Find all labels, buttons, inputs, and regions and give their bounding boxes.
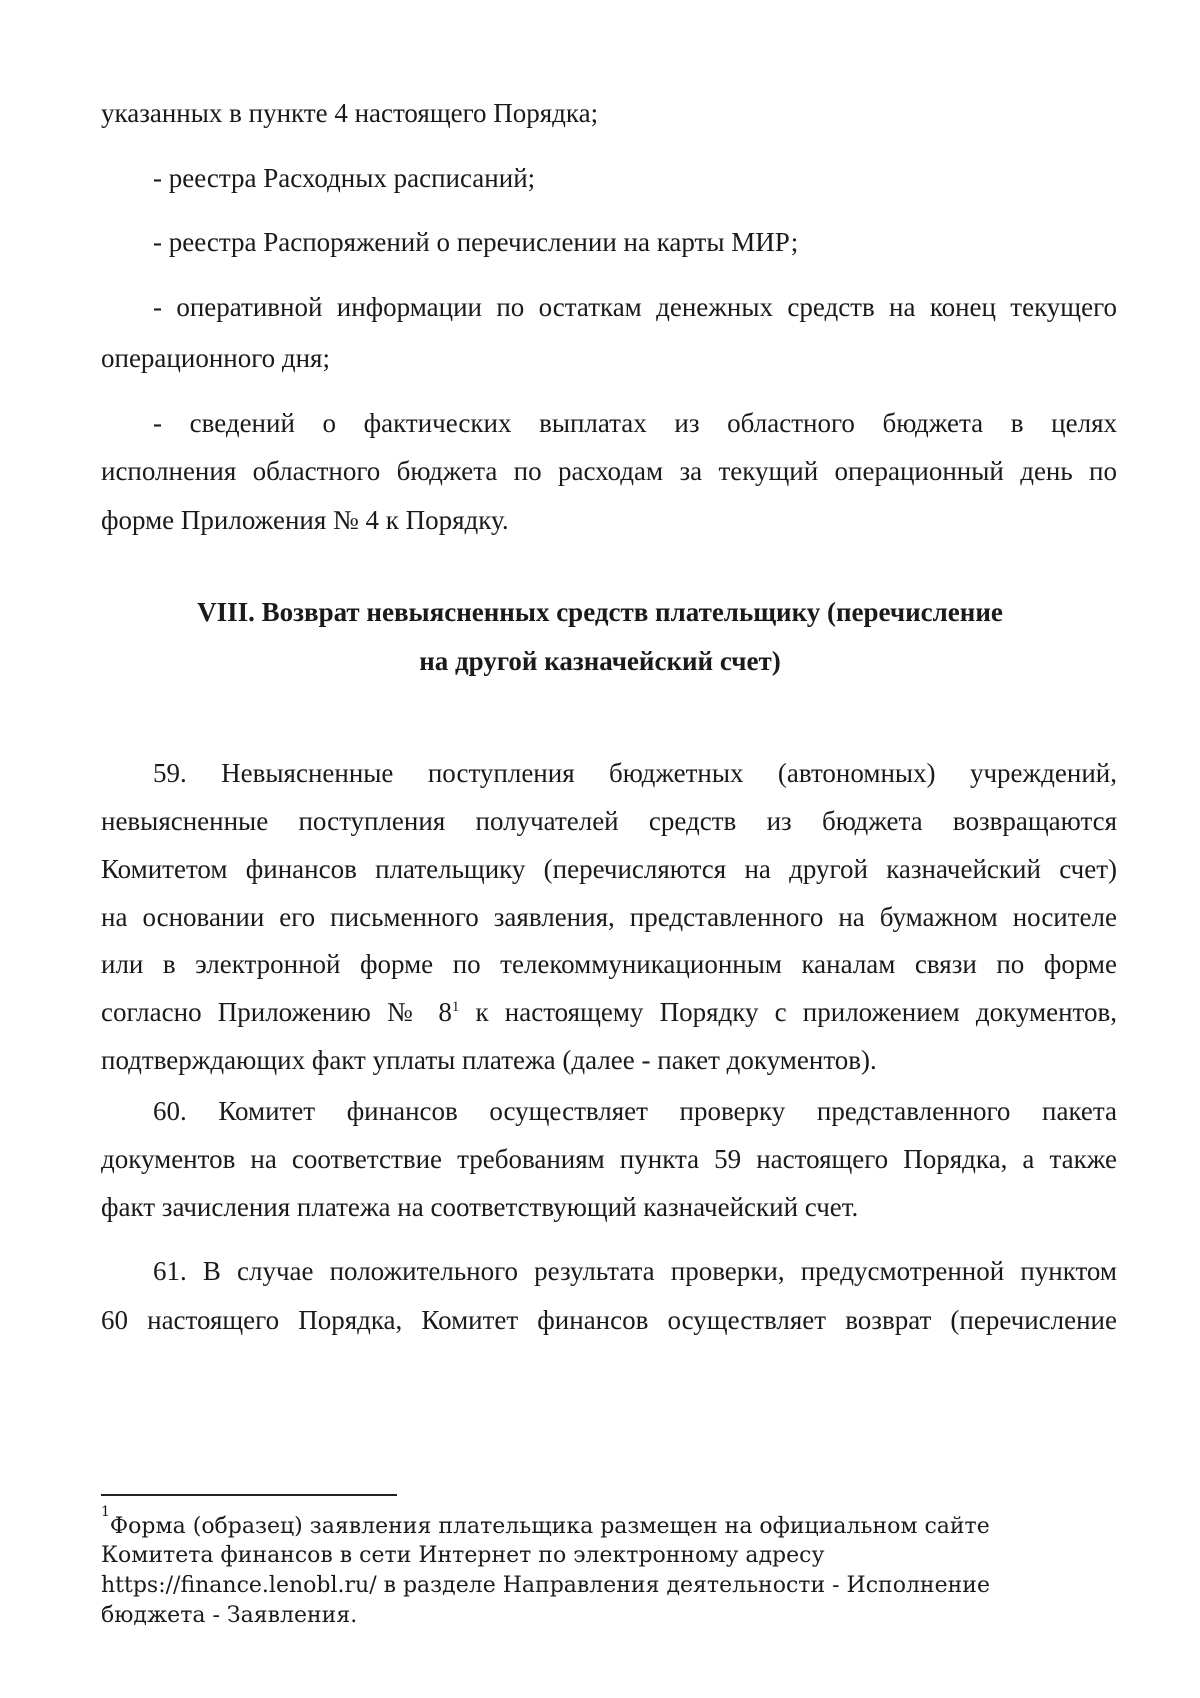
list-item-actual-payments: - сведений о фактических выплатах из областного бюджета в целях xyxy=(153,408,1117,438)
footnote-separator xyxy=(101,1494,397,1496)
footnote-reference: 1 xyxy=(451,999,460,1015)
text-line: указанных в пункте 4 настоящего Порядка; xyxy=(101,98,599,128)
paragraph-59-line-with-footnote-ref xyxy=(101,994,1117,1030)
footnote-line: Комитета финансов в сети Интернет по электронному адресу xyxy=(101,1543,825,1568)
section-heading: VIII. Возврат невыясненных средств плательщику (перечисление xyxy=(197,597,1003,627)
text-line: исполнения областного бюджета по расходам за текущий операционный день по xyxy=(101,456,1117,486)
paragraph-60-line: 60. Комитет финансов осуществляет проверку представленного пакета xyxy=(153,1096,1117,1126)
paragraph-59-line: на основании его письменного заявления, представленного на бумажном носителе xyxy=(101,902,1117,932)
footnote-line xyxy=(101,1504,1081,1542)
paragraph-59-line: подтверждающих факт уплаты платежа (далее - пакет документов). xyxy=(101,1045,877,1075)
paragraph-61-line: 61. В случае положительного результата проверки, предусмотренной пунктом xyxy=(153,1256,1117,1286)
text-line: форме Приложения № 4 к Порядку. xyxy=(101,505,509,535)
paragraph-59-line: или в электронной форме по телекоммуникационным каналам связи по форме xyxy=(101,949,1117,979)
footnote-text: Форма (образец) заявления плательщика размещен на официальном сайте xyxy=(109,1514,990,1539)
text-line: операционного дня; xyxy=(101,343,330,373)
paragraph-60-line: факт зачисления платежа на соответствующий казначейский счет. xyxy=(101,1192,859,1222)
paragraph-59-line: Комитетом финансов плательщику (перечисляются на другой казначейский счет) xyxy=(101,854,1117,884)
paragraph-61-line: 60 настоящего Порядка, Комитет финансов осуществляет возврат (перечисление xyxy=(101,1305,1117,1335)
text-segment: согласно Приложению № 8 xyxy=(101,997,452,1027)
footnote-line: бюджета - Заявления. xyxy=(101,1603,358,1628)
list-item-operational-info: - оперативной информации по остаткам денежных средств на конец текущего xyxy=(153,292,1117,322)
list-item-expense-schedules: - реестра Расходных расписаний; xyxy=(153,163,536,193)
paragraph-59-line: невыясненные поступления получателей средств из бюджета возвращаются xyxy=(101,806,1117,836)
paragraph-60-line: документов на соответствие требованиям пункта 59 настоящего Порядка, а также xyxy=(101,1144,1117,1174)
text-segment: к настоящему Порядку с приложением документов, xyxy=(459,997,1117,1027)
section-heading-line2: на другой казначейский счет) xyxy=(419,646,781,676)
paragraph-59-line: 59. Невыясненные поступления бюджетных (автономных) учреждений, xyxy=(153,758,1117,788)
list-item-mir-orders: - реестра Распоряжений о перечислении на карты МИР; xyxy=(153,227,799,257)
footnote-marker: 1 xyxy=(101,1504,110,1520)
footnote-line: https://finance.lenobl.ru/ в разделе Направления деятельности - Исполнение xyxy=(101,1573,990,1598)
